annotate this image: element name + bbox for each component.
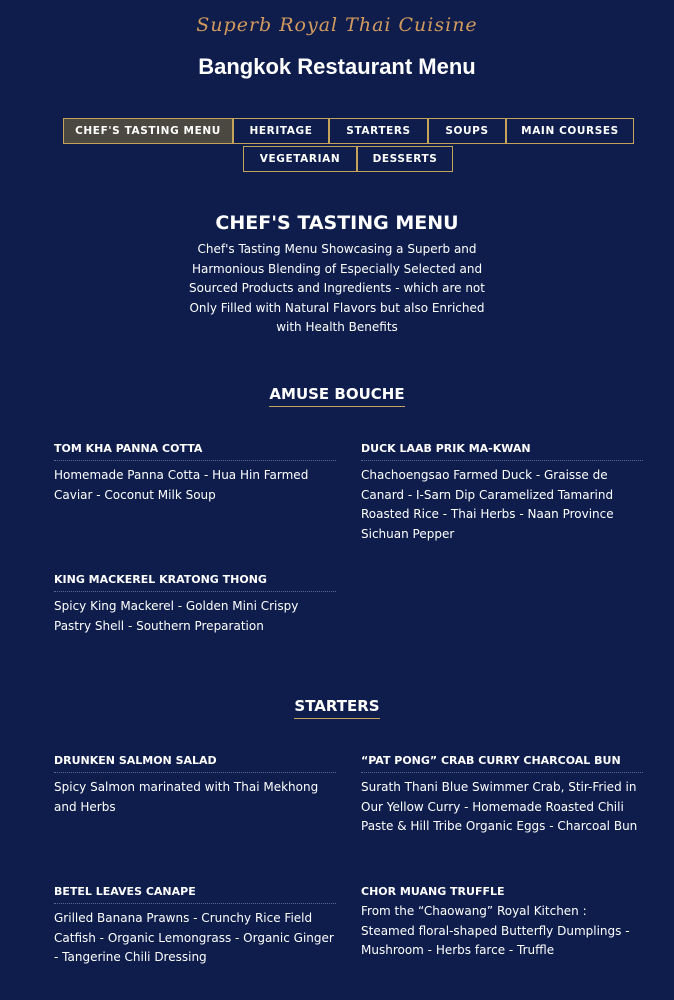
tab-starters[interactable]: STARTERS [329,118,428,144]
dish-name: DUCK LAAB PRIK MA-KWAN [361,442,643,461]
tab-vegetarian[interactable]: VEGETARIAN [243,146,357,172]
tab-main-courses[interactable]: MAIN COURSES [506,118,634,144]
dish-item [54,885,336,968]
dish-name: BETEL LEAVES CANAPE [54,885,336,904]
dish-item [361,754,643,837]
page-title: Bangkok Restaurant Menu [198,54,476,79]
tagline: Superb Royal Thai Cuisine [196,14,478,36]
dish-description: Chachoengsao Farmed Duck - Graisse de Canard - I-Sarn Dip Caramelized Tamarind Roasted Rice - Thai Herbs - Naan Province Sichuan Pepper [361,468,614,541]
dish-item [54,754,336,817]
dish-item [54,573,336,636]
category-title: STARTERS [294,697,379,719]
section-title: CHEF'S TASTING MENU [215,212,459,234]
dish-description: From the “Chaowang” Royal Kitchen : Steamed floral-shaped Butterfly Dumplings - Mushroom - Herbs farce - Truffle [361,904,630,957]
dish-name: DRUNKEN SALMON SALAD [54,754,336,773]
dish-description: Grilled Banana Prawns - Crunchy Rice Field Catfish - Organic Lemongrass - Organic Ginger - Tangerine Chili Dressing [54,911,334,964]
dish-item [54,442,336,505]
dish-description: Spicy Salmon marinated with Thai Mekhong and Herbs [54,780,319,814]
dish-name: CHOR MUANG TRUFFLE [361,885,505,898]
category-heading-starters [0,694,674,719]
dish-description: Surath Thani Blue Swimmer Crab, Stir-Fried in Our Yellow Curry - Homemade Roasted Chili Paste & Hill Tribe Organic Eggs - Charcoal Bun [361,780,638,833]
dish-description: Homemade Panna Cotta - Hua Hin Farmed Caviar - Coconut Milk Soup [54,468,309,502]
dish-item [361,442,643,544]
tab-heritage[interactable]: HERITAGE [233,118,329,144]
dish-name: “PAT PONG” CRAB CURRY CHARCOAL BUN [361,754,643,773]
section-intro: Chef's Tasting Menu Showcasing a Superb and Harmonious Blending of Especially Selected and Sourced Products and Ingredients - which are not Only Filled with Natural Flavors but also Enriched with Health Benefits [189,242,485,334]
tab-soups[interactable]: SOUPS [428,118,506,144]
dish-description: Spicy King Mackerel - Golden Mini Crispy Pastry Shell - Southern Preparation [54,599,299,633]
category-heading-amuse-bouche [0,382,674,407]
dish-name: TOM KHA PANNA COTTA [54,442,336,461]
dish-item [361,885,643,961]
tab-desserts[interactable]: DESSERTS [357,146,453,172]
tab-chefs-tasting-menu[interactable]: CHEF'S TASTING MENU [63,118,233,144]
dish-name: KING MACKEREL KRATONG THONG [54,573,336,592]
category-title: AMUSE BOUCHE [269,385,404,407]
